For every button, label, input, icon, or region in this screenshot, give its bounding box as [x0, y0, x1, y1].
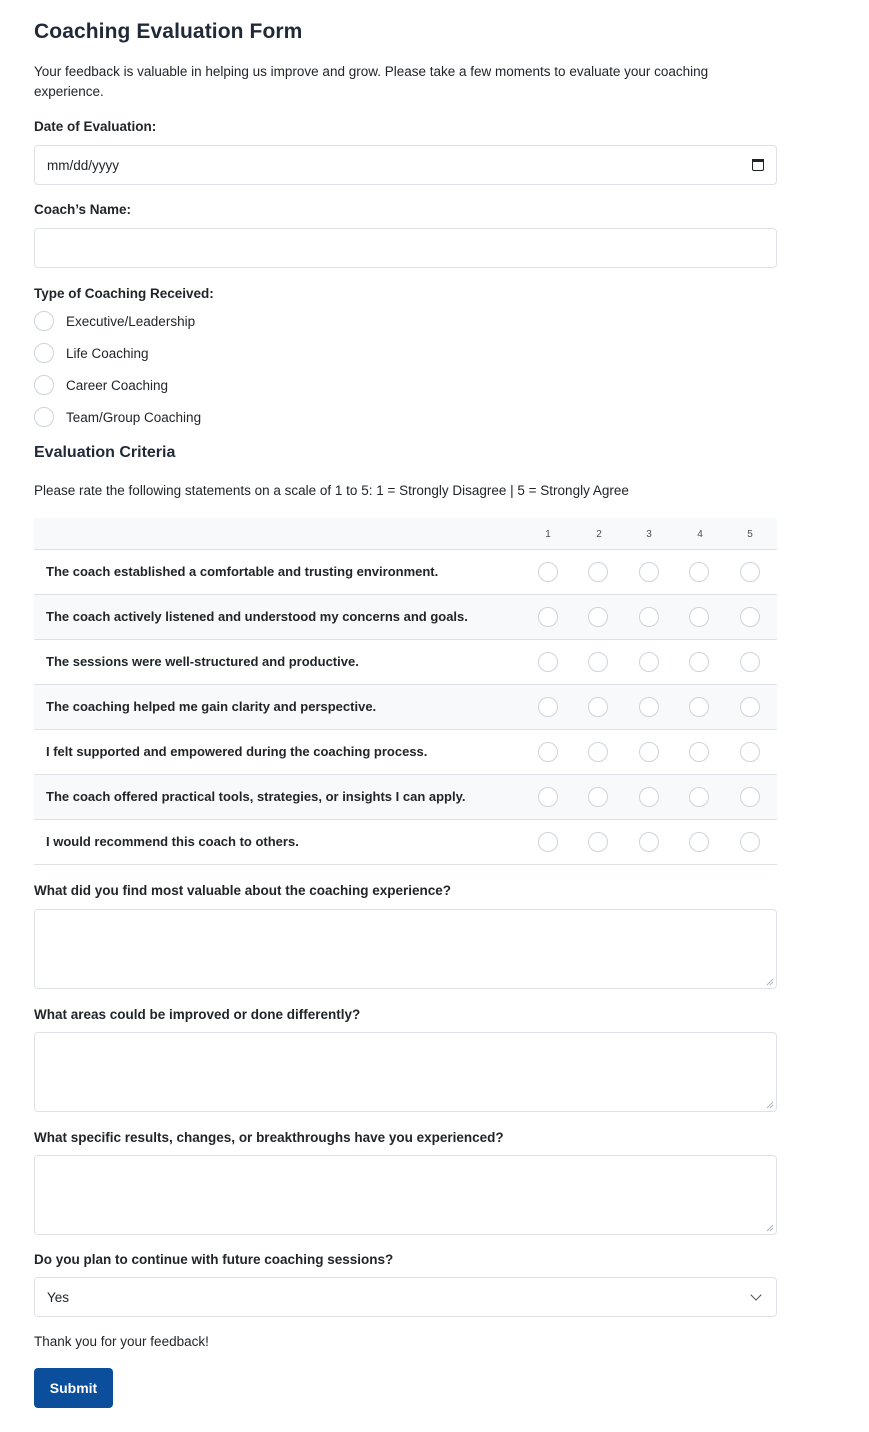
coach-name-label: Coach’s Name:	[34, 202, 132, 217]
rating-radio-2[interactable]	[588, 607, 608, 627]
rating-radio-5[interactable]	[740, 652, 760, 672]
scale-label-1: 1	[545, 529, 551, 540]
rating-radio-2[interactable]	[588, 742, 608, 762]
scale-label-3: 3	[646, 529, 652, 540]
continue-select[interactable]	[34, 1277, 777, 1317]
resize-handle-icon[interactable]	[766, 1224, 774, 1232]
rating-radio-5[interactable]	[740, 787, 760, 807]
rating-radio-5[interactable]	[740, 742, 760, 762]
rating-statement: The coach established a comfortable and trusting environment.	[46, 564, 439, 579]
rating-radio-1[interactable]	[538, 607, 558, 627]
radio-button[interactable]	[34, 311, 54, 331]
coach-name-input[interactable]	[34, 228, 777, 268]
rating-radio-3[interactable]	[639, 607, 659, 627]
scale-label-5: 5	[747, 529, 753, 540]
rating-statement: The sessions were well-structured and productive.	[46, 654, 359, 669]
rating-radio-4[interactable]	[689, 787, 709, 807]
rating-row	[34, 595, 777, 640]
date-label: Date of Evaluation:	[34, 119, 157, 134]
rating-radio-3[interactable]	[639, 742, 659, 762]
radio-button[interactable]	[34, 407, 54, 427]
resize-handle-icon[interactable]	[766, 978, 774, 986]
rating-radio-5[interactable]	[740, 562, 760, 582]
coaching-type-option-label[interactable]: Team/Group Coaching	[66, 409, 202, 425]
rating-radio-3[interactable]	[639, 832, 659, 852]
rating-radio-4[interactable]	[689, 832, 709, 852]
rating-statement: The coach actively listened and understood my concerns and goals.	[46, 609, 468, 624]
scale-label-2: 2	[596, 529, 602, 540]
criteria-heading: Evaluation Criteria	[34, 444, 176, 461]
calendar-icon[interactable]	[752, 159, 764, 171]
date-input[interactable]	[34, 145, 777, 185]
question-results-textarea[interactable]	[34, 1155, 777, 1235]
rating-row	[34, 685, 777, 730]
question-valuable-label: What did you find most valuable about the coaching experience?	[34, 883, 452, 898]
coaching-type-option[interactable]	[34, 342, 149, 364]
rating-radio-2[interactable]	[588, 697, 608, 717]
rating-row	[34, 550, 777, 595]
scale-note: Please rate the following statements on a scale of 1 to 5: 1 = Strongly Disagree | 5 = Strongly Agree	[34, 483, 629, 498]
coaching-type-option[interactable]	[34, 310, 195, 332]
form-intro: Your feedback is valuable in helping us improve and grow. Please take a few moments to evaluate your coaching experience.	[34, 64, 709, 99]
rating-row	[34, 730, 777, 775]
rating-radio-1[interactable]	[538, 832, 558, 852]
resize-handle-icon[interactable]	[766, 1101, 774, 1109]
page-title: Coaching Evaluation Form	[34, 20, 303, 43]
radio-button[interactable]	[34, 343, 54, 363]
rating-radio-2[interactable]	[588, 787, 608, 807]
rating-radio-5[interactable]	[740, 697, 760, 717]
submit-button[interactable]: Submit	[34, 1368, 113, 1408]
continue-selected-value: Yes	[47, 1289, 70, 1305]
continue-label: Do you plan to continue with future coaching sessions?	[34, 1252, 394, 1267]
rating-radio-1[interactable]	[538, 787, 558, 807]
rating-radio-3[interactable]	[639, 697, 659, 717]
question-valuable-textarea[interactable]	[34, 909, 777, 989]
rating-radio-5[interactable]	[740, 607, 760, 627]
rating-statement: I felt supported and empowered during the coaching process.	[46, 744, 428, 759]
rating-radio-4[interactable]	[689, 562, 709, 582]
rating-row	[34, 820, 777, 865]
rating-statement: The coaching helped me gain clarity and perspective.	[46, 699, 377, 714]
coaching-type-option[interactable]	[34, 406, 201, 428]
rating-radio-4[interactable]	[689, 607, 709, 627]
rating-radio-2[interactable]	[588, 562, 608, 582]
rating-row	[34, 775, 777, 820]
radio-button[interactable]	[34, 375, 54, 395]
rating-statement: The coach offered practical tools, strategies, or insights I can apply.	[46, 789, 466, 804]
rating-radio-3[interactable]	[639, 562, 659, 582]
rating-radio-3[interactable]	[639, 787, 659, 807]
date-placeholder: mm/dd/yyyy	[47, 157, 120, 173]
rating-radio-4[interactable]	[689, 742, 709, 762]
rating-radio-1[interactable]	[538, 562, 558, 582]
rating-radio-4[interactable]	[689, 697, 709, 717]
coaching-type-option[interactable]	[34, 374, 168, 396]
rating-radio-1[interactable]	[538, 742, 558, 762]
coaching-type-option-label[interactable]: Career Coaching	[66, 377, 169, 393]
rating-radio-1[interactable]	[538, 652, 558, 672]
rating-statement: I would recommend this coach to others.	[46, 834, 299, 849]
rating-radio-2[interactable]	[588, 652, 608, 672]
question-improve-textarea[interactable]	[34, 1032, 777, 1112]
rating-matrix	[34, 518, 777, 865]
question-results-label: What specific results, changes, or breakthroughs have you experienced?	[34, 1130, 504, 1145]
rating-matrix-header	[34, 518, 777, 550]
rating-radio-4[interactable]	[689, 652, 709, 672]
rating-radio-1[interactable]	[538, 697, 558, 717]
rating-radio-5[interactable]	[740, 832, 760, 852]
coaching-type-option-label[interactable]: Life Coaching	[66, 345, 149, 361]
coaching-type-option-label[interactable]: Executive/Leadership	[66, 313, 196, 329]
scale-label-4: 4	[697, 529, 703, 540]
rating-radio-2[interactable]	[588, 832, 608, 852]
chevron-down-icon[interactable]	[750, 1289, 761, 1300]
rating-radio-3[interactable]	[639, 652, 659, 672]
thank-you-text: Thank you for your feedback!	[34, 1334, 209, 1349]
question-improve-label: What areas could be improved or done differently?	[34, 1007, 361, 1022]
rating-row	[34, 640, 777, 685]
coaching-type-label: Type of Coaching Received:	[34, 286, 214, 301]
